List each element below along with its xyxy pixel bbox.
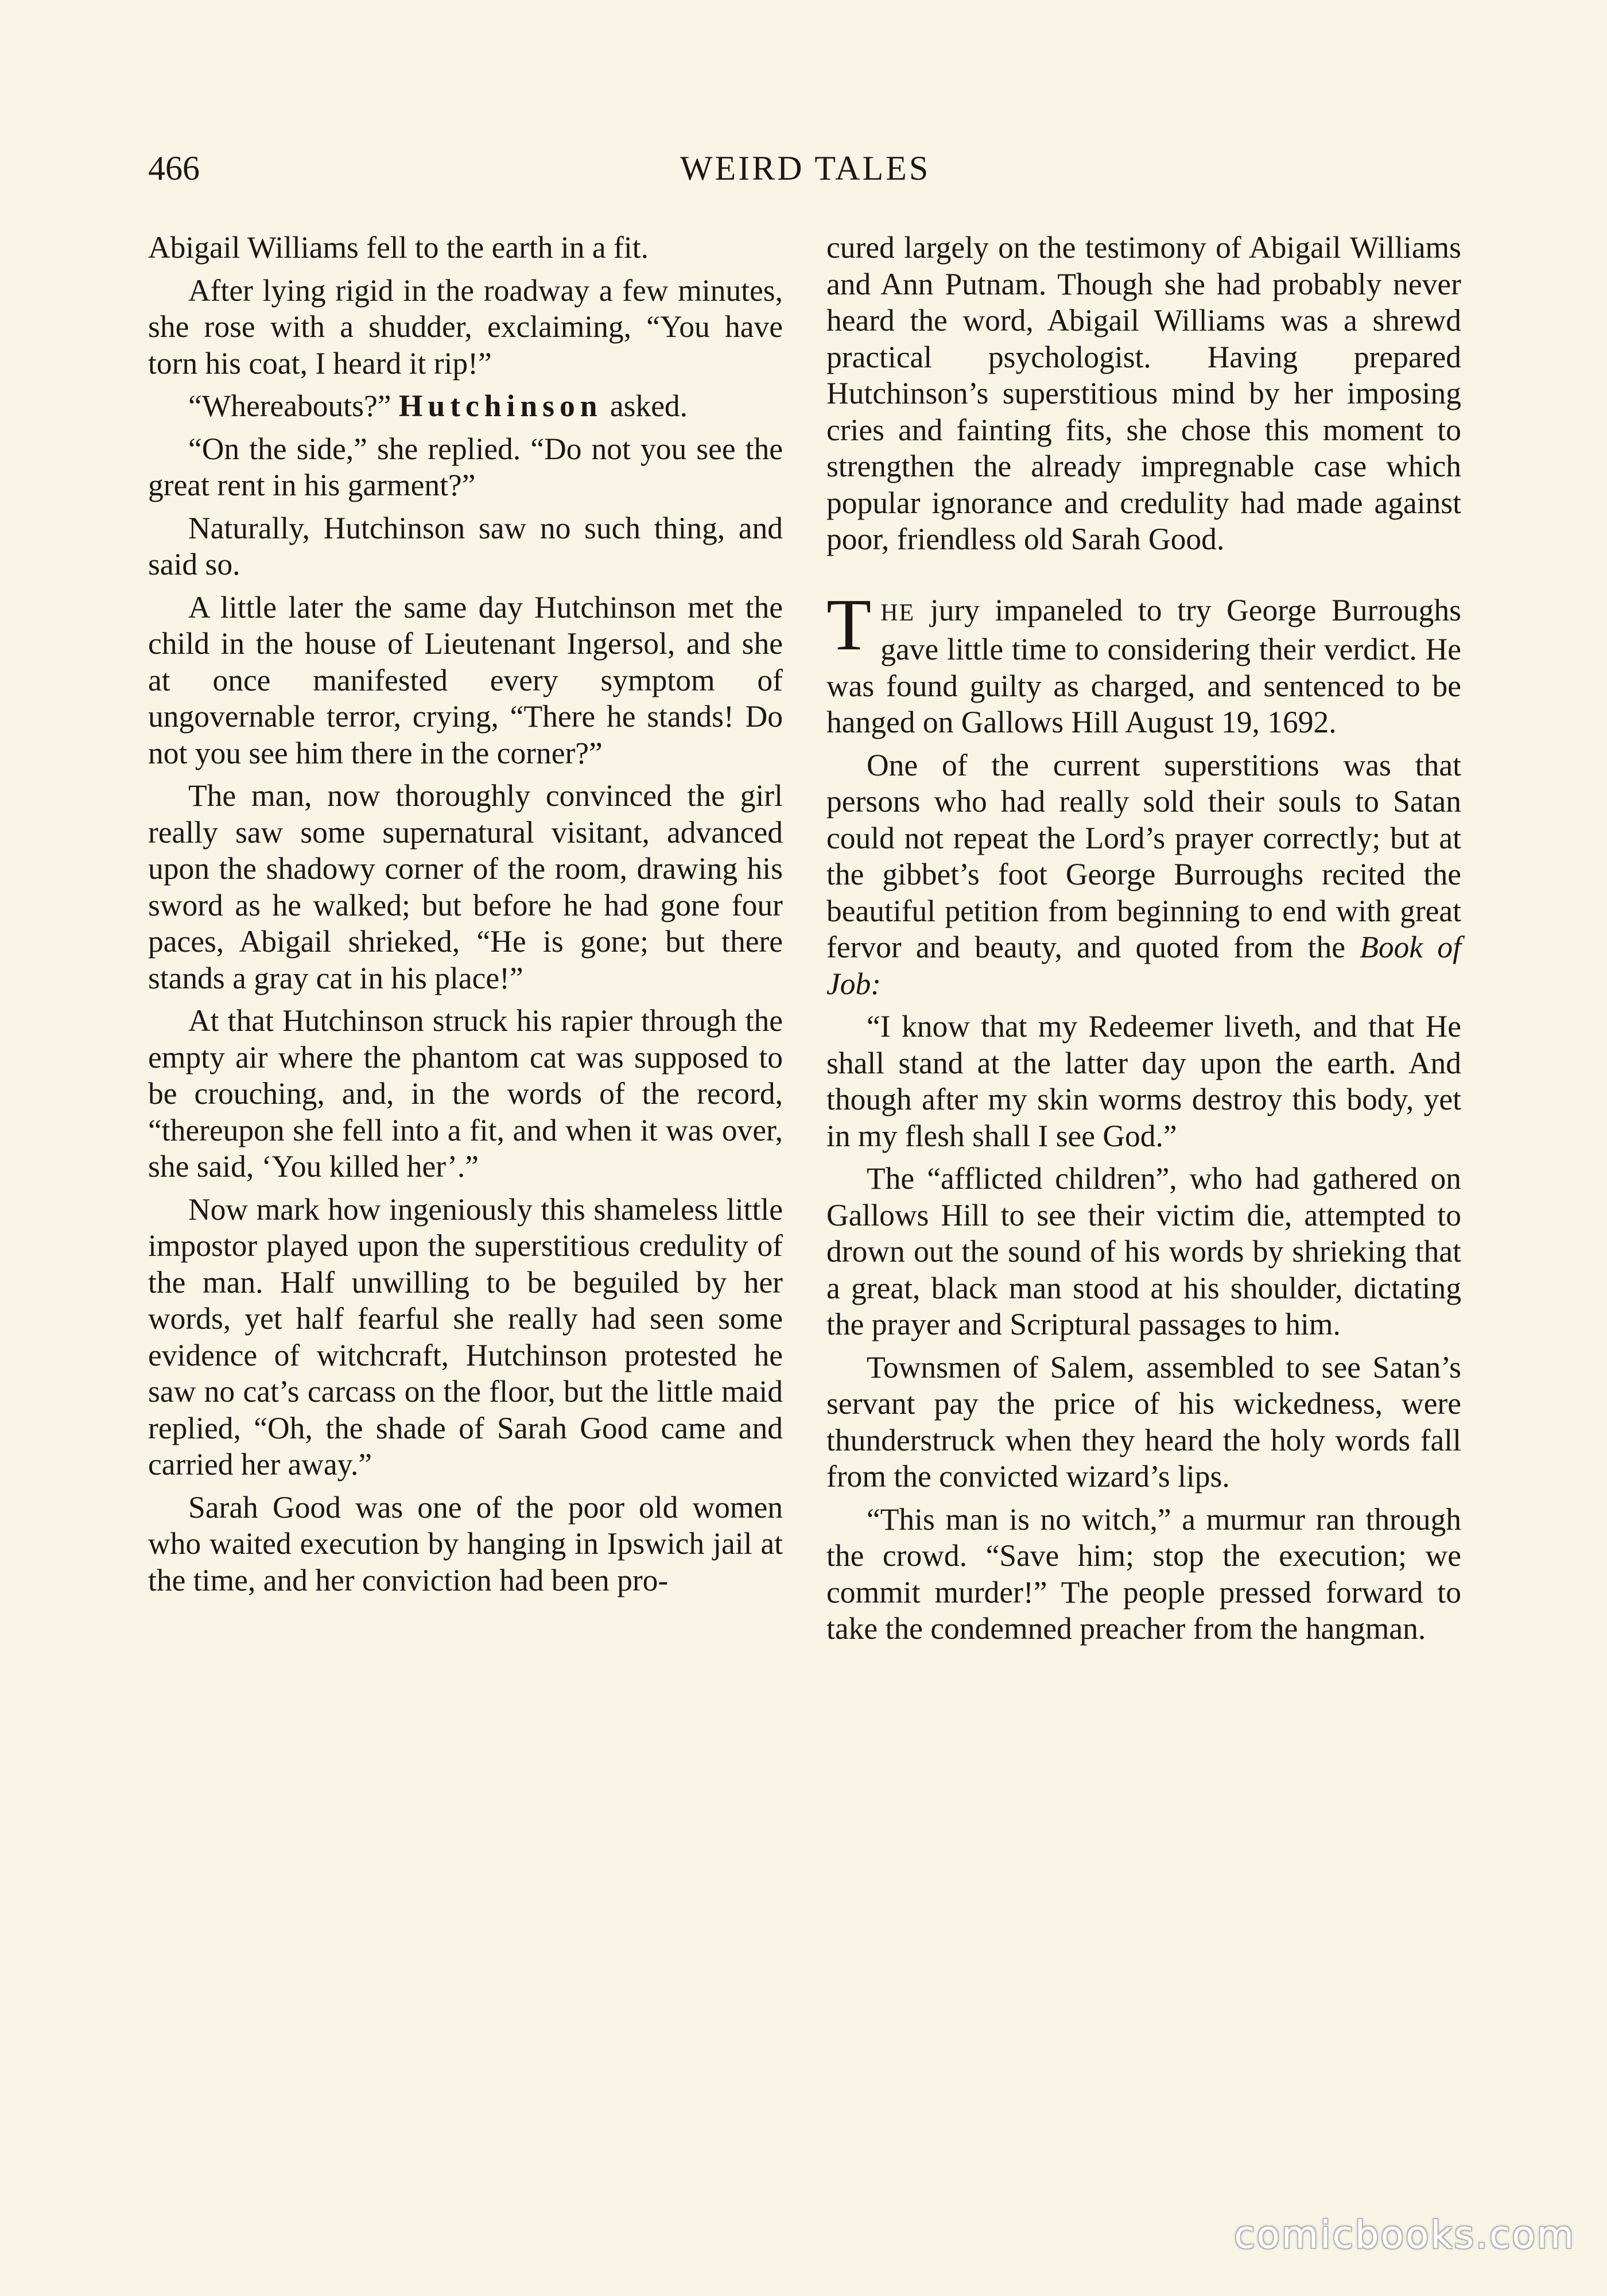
letterspaced-name: Hutchinson <box>398 389 603 423</box>
watermark: comicbooks.com <box>1234 2213 1575 2257</box>
paragraph: Abigail Williams fell to the earth in a fit. <box>148 230 649 265</box>
paragraph-text: asked. <box>602 389 688 423</box>
paragraph: The man, now thoroughly convinced the girl really saw some supernatural visitant, advanced upon the shadowy corner of the room, drawing his sword as he walked; but before he had gone four paces, Abigail shrieked, “He is gone; but there stands a gray cat in his place!” <box>148 778 783 995</box>
paragraph-continuation: cured largely on the testimony of Abigail Williams and Ann Putnam. Though she had probably never heard the word, Abigail Williams was a shrewd practical psychologist. Having prepared Hutchinson’s superstitious mind by her imposing cries and fainting fits, she chose this moment to strengthen the already impregnable case which popular ignorance and credulity had made against poor, friendless old Sarah Good. <box>826 230 1461 556</box>
paragraph: At that Hutchinson struck his rapier through the empty air where the phantom cat was supposed to be crouching, and, in the words of the record, “thereupon she fell into a fit, and when it was over, she said, ‘You killed her’.” <box>148 1003 783 1184</box>
paragraph <box>826 747 1461 1003</box>
drop-cap: T <box>826 583 872 665</box>
paragraph: The “afflicted children”, who had gathered on Gallows Hill to see their victim die, attempted to drown out the sound of his words by shrieking that a great, black man stood at his shoulder, dictating the prayer and Scriptural passages to him. <box>826 1161 1461 1341</box>
paragraph: Naturally, Hutchinson saw no such thing, and said so. <box>148 510 783 581</box>
paragraph: Sarah Good was one of the poor old women who waited execution by hanging in Ipswich jail at the time, and her conviction had been pro- <box>148 1490 783 1597</box>
paragraph: “This man is no witch,” a murmur ran through the crowd. “Save him; stop the execution; we commit murder!” The people pressed forward to take the condemned preacher from the hangman. <box>826 1502 1461 1646</box>
section-opening-paragraph <box>826 583 1461 741</box>
small-caps-lead: HE <box>880 599 915 626</box>
running-head <box>148 148 1462 188</box>
scripture-quote: “I know that my Redeemer liveth, and that He shall stand at the latter day upon the earth. And though after my skin worms destroy this body, yet in my flesh shall I see God.” <box>826 1009 1461 1153</box>
journal-title: WEIRD TALES <box>680 149 931 187</box>
page-number: 466 <box>148 149 200 187</box>
paragraph-text: “Whereabouts?” <box>188 389 399 423</box>
paragraph: A little later the same day Hutchinson met the child in the house of Lieutenant Ingersol, and she at once manifested every symptom of ungovernable terror, crying, “There he stands! Do not you see him there in the corner?” <box>148 589 783 770</box>
paragraph: “On the side,” she replied. “Do not you see the great rent in his garment?” <box>148 431 783 502</box>
paragraph: Townsmen of Salem, assembled to see Satan’s servant pay the price of his wickedness, were thunderstruck when they heard the holy words fall from the convicted wizard’s lips. <box>826 1349 1461 1494</box>
book-title: Book of Job: <box>826 930 1461 1001</box>
paragraph-text: One of the current superstitions was that persons who had really sold their souls to Satan could not repeat the Lord’s prayer correctly; but at the gibbet’s foot George Burroughs recited the beautiful petition from beginning to end with great fervor and beauty, and quoted from the <box>826 747 1461 964</box>
left-column <box>148 230 783 1605</box>
paragraph: After lying rigid in the roadway a few minutes, she rose with a shudder, exclaiming, “You have torn his coat, I heard it rip!” <box>148 273 783 381</box>
paragraph-text: jury impaneled to try George Burroughs gave little time to considering their verdict. He was found guilty as charged, and sentenced to be hanged on Gallows Hill August 19, 1692. <box>826 592 1461 739</box>
paragraph: Now mark how ingeniously this shameless little impostor played upon the superstitious credulity of the man. Half unwilling to be beguiled by her words, yet half fearful she really had seen some evidence of witchcraft, Hutchinson protested he saw no cat’s carcass on the floor, but the little maid replied, “Oh, the shade of Sarah Good came and carried her away.” <box>148 1192 783 1481</box>
paragraph <box>148 388 783 425</box>
right-column <box>826 230 1461 1654</box>
